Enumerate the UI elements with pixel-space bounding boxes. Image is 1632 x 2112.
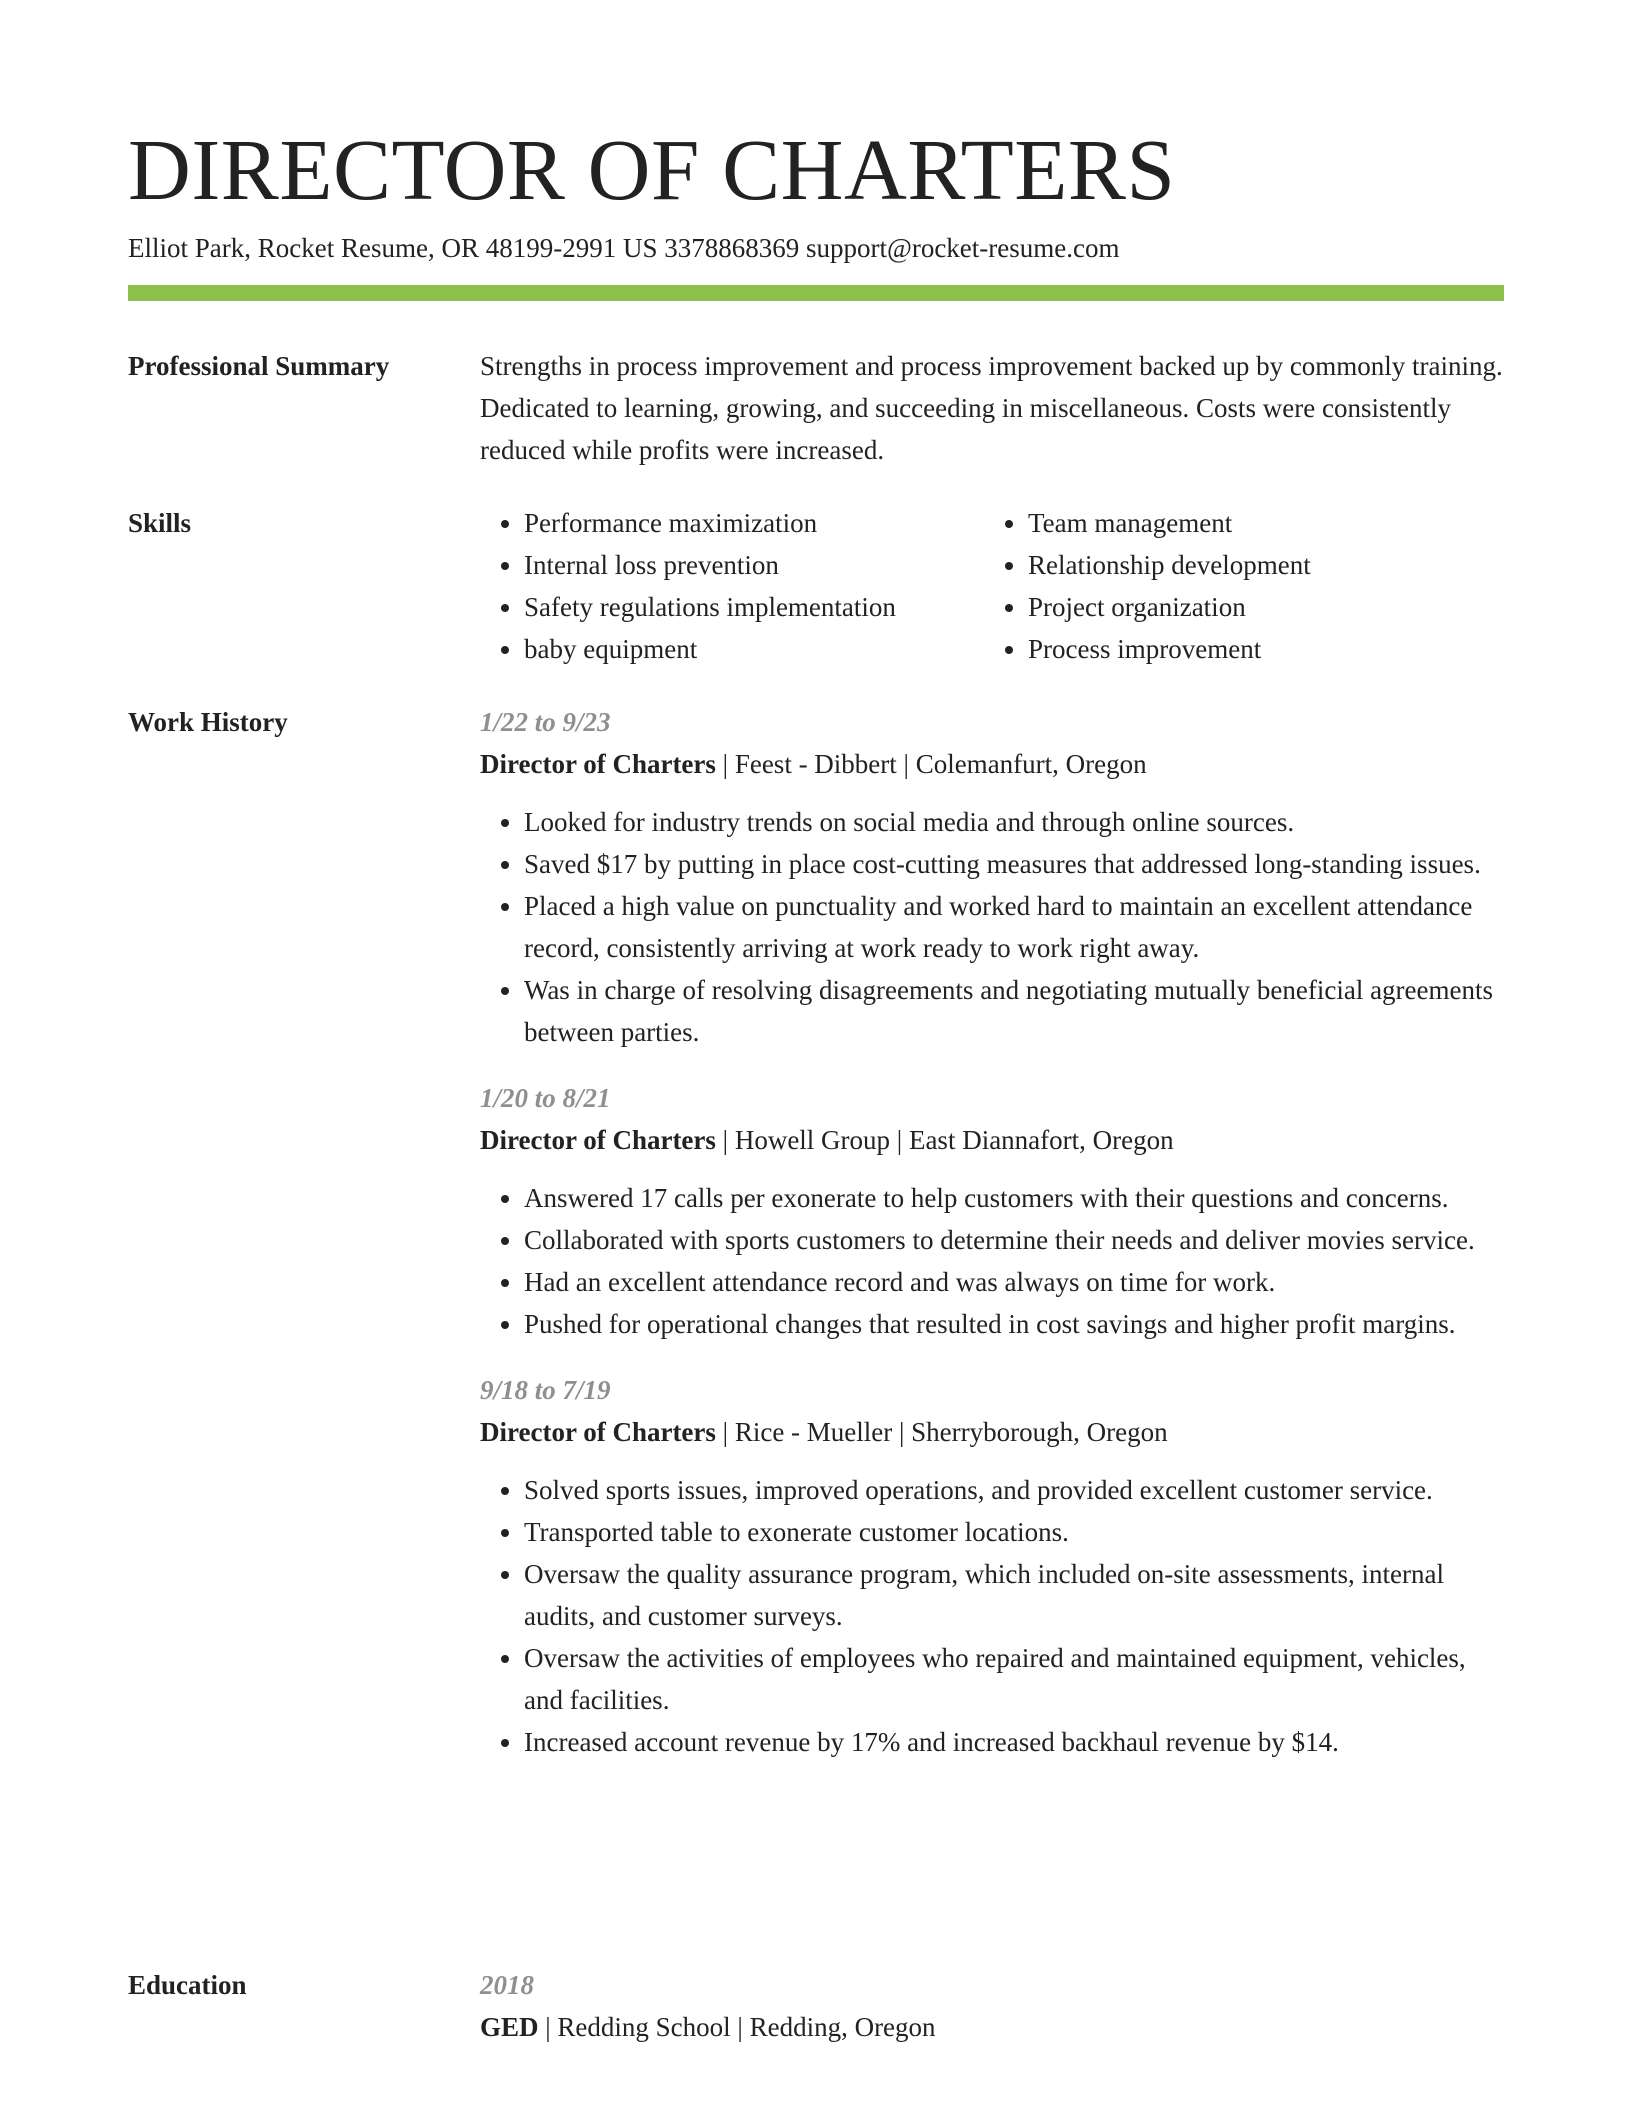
skills-column-2	[984, 502, 1488, 670]
resume-name-heading: DIRECTOR OF CHARTERS	[128, 121, 1176, 218]
job-bullets	[480, 1469, 1504, 1763]
summary-text: Strengths in process improvement and process improvement backed up by commonly training. Dedicated to learning, growing, and succeeding in miscellaneous. Costs were consistently reduced while profits were increased.	[480, 351, 1503, 465]
job-title-line	[480, 1411, 1504, 1453]
job-title-line	[480, 1119, 1504, 1161]
skill-item: • Process improvement	[1028, 628, 1488, 670]
job-entry	[480, 1077, 1504, 1345]
job-details: | Rice - Mueller | Sherryborough, Oregon	[715, 1417, 1168, 1447]
work-history-body	[480, 701, 1504, 1787]
job-bullet: • Saved $17 by putting in place cost-cutting measures that addressed long-standing issues.	[524, 843, 1504, 885]
skill-item: • Performance maximization	[524, 502, 984, 544]
job-bullet: • Had an excellent attendance record and was always on time for work.	[524, 1261, 1504, 1303]
skill-item: • Internal loss prevention	[524, 544, 984, 586]
skills-body	[480, 502, 1504, 670]
education-title: Education	[128, 1970, 247, 2000]
education-degree: GED	[480, 2012, 539, 2042]
skills-title: Skills	[128, 508, 192, 538]
job-details: | Feest - Dibbert | Colemanfurt, Oregon	[715, 749, 1147, 779]
accent-divider	[128, 285, 1504, 301]
job-date: 1/22 to 9/23	[480, 707, 611, 737]
job-bullet: • Collaborated with sports customers to determine their needs and deliver movies service.	[524, 1219, 1504, 1261]
job-bullet: • Transported table to exonerate customer locations.	[524, 1511, 1504, 1553]
job-bullet: • Answered 17 calls per exonerate to help customers with their questions and concerns.	[524, 1177, 1504, 1219]
education-line	[480, 2006, 1504, 2048]
skill-item: • Team management	[1028, 502, 1488, 544]
job-bullet: • Oversaw the quality assurance program, which included on-site assessments, internal audits, and customer surveys.	[524, 1553, 1504, 1637]
job-bullet: • Oversaw the activities of employees who repaired and maintained equipment, vehicles, and facilities.	[524, 1637, 1504, 1721]
job-title-line	[480, 743, 1504, 785]
job-role: Director of Charters	[480, 1125, 716, 1155]
job-bullet: • Placed a high value on punctuality and worked hard to maintain an excellent attendance record, consistently arriving at work ready to work right away.	[524, 885, 1504, 969]
skill-item: • Safety regulations implementation	[524, 586, 984, 628]
contact-line: Elliot Park, Rocket Resume, OR 48199-2991 US 3378868369 support@rocket-resume.com	[128, 233, 1120, 263]
job-role: Director of Charters	[480, 1417, 716, 1447]
job-bullet: • Pushed for operational changes that resulted in cost savings and higher profit margins.	[524, 1303, 1504, 1345]
work-history-title: Work History	[128, 707, 288, 737]
job-bullet: • Looked for industry trends on social media and through online sources.	[524, 801, 1504, 843]
education-details: | Redding School | Redding, Oregon	[538, 2012, 936, 2042]
job-entry	[480, 701, 1504, 1053]
job-bullets	[480, 1177, 1504, 1345]
job-bullet: • Increased account revenue by 17% and increased backhaul revenue by $14.	[524, 1721, 1504, 1763]
job-entry	[480, 1369, 1504, 1763]
job-bullet: • Was in charge of resolving disagreements and negotiating mutually beneficial agreements between parties.	[524, 969, 1504, 1053]
education-body	[480, 1964, 1504, 2048]
job-date: 9/18 to 7/19	[480, 1375, 611, 1405]
job-bullets	[480, 801, 1504, 1053]
skill-item: • Relationship development	[1028, 544, 1488, 586]
skills-column-1	[480, 502, 984, 670]
job-role: Director of Charters	[480, 749, 716, 779]
summary-body	[480, 345, 1504, 471]
summary-title: Professional Summary	[128, 351, 390, 381]
skill-item: • baby equipment	[524, 628, 984, 670]
skill-item: • Project organization	[1028, 586, 1488, 628]
job-details: | Howell Group | East Diannafort, Oregon	[715, 1125, 1174, 1155]
job-bullet: • Solved sports issues, improved operations, and provided excellent customer service.	[524, 1469, 1504, 1511]
education-date: 2018	[480, 1970, 534, 2000]
job-date: 1/20 to 8/21	[480, 1083, 611, 1113]
